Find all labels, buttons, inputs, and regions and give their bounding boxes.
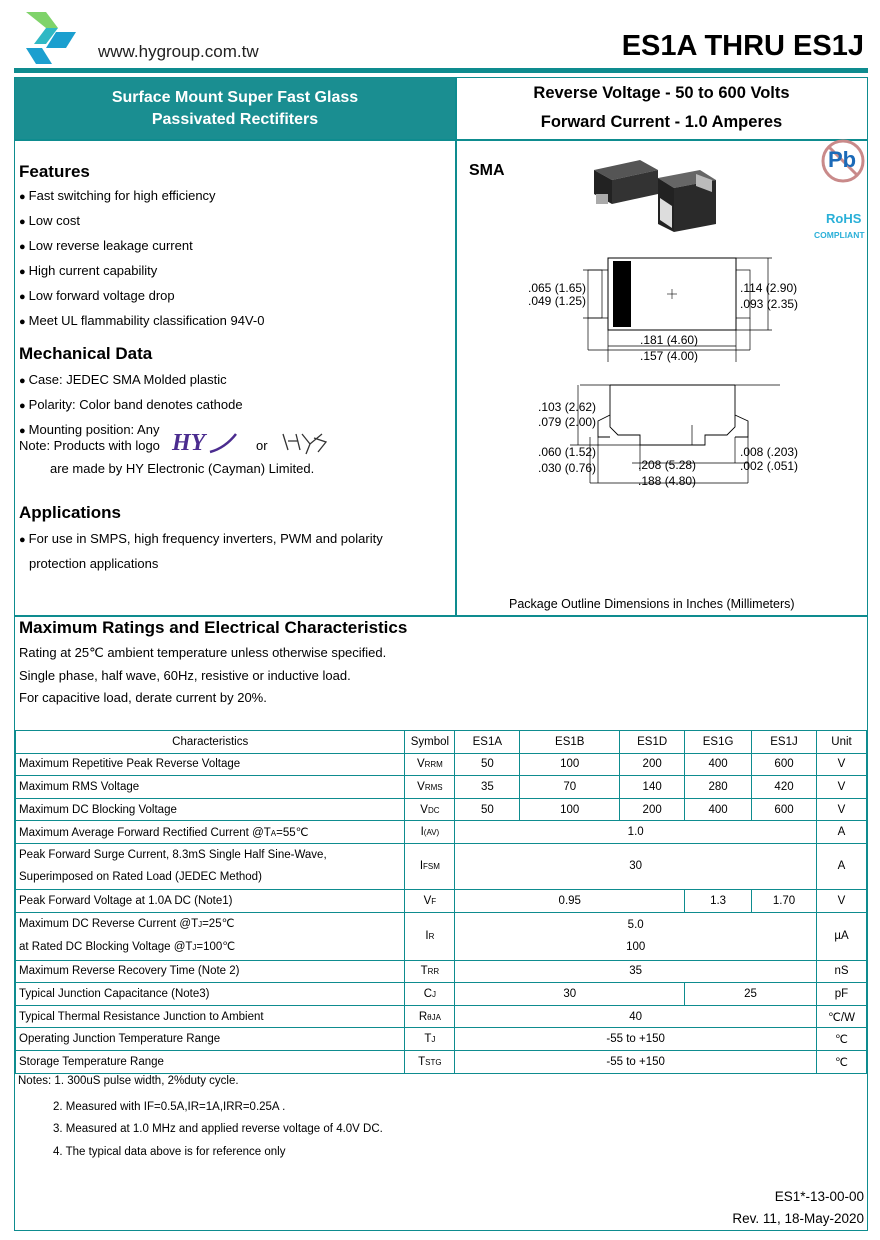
company-url: www.hygroup.com.tw <box>98 42 259 61</box>
pb-free-badge <box>820 138 866 184</box>
header-es1a: ES1A <box>455 731 520 754</box>
header-symbol: Symbol <box>405 731 455 754</box>
row-unit: A <box>816 821 866 844</box>
dim-lead-length-max: .060 (1.52) <box>538 445 597 459</box>
applications-title: Applications <box>19 503 122 522</box>
note-4: 4. The typical data above is for reference only <box>53 1146 286 1158</box>
row-unit: pF <box>816 983 866 1006</box>
table-row <box>16 912 867 960</box>
list-item: ● Low forward voltage drop <box>19 288 175 303</box>
list-item: ● For use in SMPS, high frequency inverters, PWM and polarity <box>19 531 383 546</box>
table-row <box>16 983 867 1006</box>
dim-lead-height-min: .049 (1.25) <box>528 294 587 308</box>
row-value: 70 <box>520 776 620 799</box>
dim-body-width-min: .093 (2.35) <box>740 297 799 311</box>
note-prefix: Note: Products with logo <box>19 438 160 453</box>
dim-body-length-min: .157 (4.00) <box>640 349 699 363</box>
row-value: 400 <box>685 753 752 776</box>
banner-line-2: Passivated Rectifiters <box>151 111 319 128</box>
section-divider <box>15 615 867 617</box>
note-suffix: are made by HY Electronic (Cayman) Limited. <box>50 461 315 476</box>
row-symbol: IR <box>405 912 455 960</box>
package-name: SMA <box>469 162 505 179</box>
row-value: 50 <box>455 753 520 776</box>
header-es1j: ES1J <box>752 731 817 754</box>
row-label: Typical Thermal Resistance Junction to Ambient <box>16 1005 405 1028</box>
ratings-title: Maximum Ratings and Electrical Characteristics <box>19 618 408 637</box>
row-symbol: RθJA <box>405 1005 455 1028</box>
row-unit: V <box>816 798 866 821</box>
row-unit: ℃ <box>816 1028 866 1051</box>
row-unit: V <box>816 889 866 912</box>
note-3: 3. Measured at 1.0 MHz and applied reverse voltage of 4.0V DC. <box>53 1123 383 1135</box>
pb-text: Pb <box>828 147 857 172</box>
header-unit: Unit <box>816 731 866 754</box>
row-value: 420 <box>752 776 817 799</box>
list-item-continuation: protection applications <box>29 556 159 571</box>
row-unit: nS <box>816 960 866 983</box>
row-label: Maximum Repetitive Peak Reverse Voltage <box>16 753 405 776</box>
row-value: 600 <box>752 753 817 776</box>
list-item: ● Fast switching for high efficiency <box>19 188 216 203</box>
dim-standoff-max: .008 (.203) <box>740 445 799 459</box>
dim-lead-length-min: .030 (0.76) <box>538 461 597 475</box>
table-row <box>16 889 867 912</box>
dim-standoff-min: .002 (.051) <box>740 459 799 473</box>
banner-divider <box>15 139 867 141</box>
row-symbol: IFSM <box>405 843 455 889</box>
list-item: ● Polarity: Color band denotes cathode <box>19 397 243 412</box>
column-divider <box>455 78 457 615</box>
table-row <box>16 960 867 983</box>
list-item: ● Low cost <box>19 213 80 228</box>
package-caption: Package Outline Dimensions in Inches (Millimeters) <box>509 597 795 611</box>
rohs-compliant: COMPLIANT <box>814 230 865 240</box>
row-unit: V <box>816 753 866 776</box>
row-value: 600 <box>752 798 817 821</box>
row-symbol: TSTG <box>405 1050 455 1073</box>
row-value: 0.95 <box>455 889 685 912</box>
row-value: 30 <box>455 843 817 889</box>
note-2: 2. Measured with IF=0.5A,IR=1A,IRR=0.25A . <box>53 1101 286 1113</box>
features-list <box>19 184 264 334</box>
svg-text:HY: HY <box>172 430 206 454</box>
note-or: or <box>256 438 268 453</box>
banner-line-1: Surface Mount Super Fast Glass <box>111 89 359 106</box>
row-label: Maximum DC Reverse Current @TJ=25℃ at Rated DC Blocking Voltage @TJ=100℃ <box>16 912 405 960</box>
dim-lead-height-max: .065 (1.65) <box>528 281 587 295</box>
dim-height-max: .103 (2.62) <box>538 400 597 414</box>
list-item: ● High current capability <box>19 263 158 278</box>
row-label: Maximum Average Forward Rectified Current @TA=55℃ <box>16 821 405 844</box>
dim-height-min: .079 (2.00) <box>538 415 597 429</box>
list-item: ● Meet UL flammability classification 94V-0 <box>19 313 265 328</box>
row-value: -55 to +150 <box>455 1050 817 1073</box>
table-row <box>16 843 867 889</box>
row-label: Peak Forward Voltage at 1.0A DC (Note1) <box>16 889 405 912</box>
row-unit: V <box>816 776 866 799</box>
row-symbol: I(AV) <box>405 821 455 844</box>
reverse-voltage: Reverse Voltage - 50 to 600 Volts <box>533 84 790 102</box>
row-label: Storage Temperature Range <box>16 1050 405 1073</box>
dim-overall-length-max: .208 (5.28) <box>638 458 697 472</box>
header-rule <box>14 68 868 73</box>
table-row <box>16 1050 867 1073</box>
header-characteristics: Characteristics <box>16 731 405 754</box>
hy-logo-bold <box>170 430 240 454</box>
row-value: 100 <box>520 798 620 821</box>
characteristics-table <box>15 730 867 1074</box>
condition-line: Single phase, half wave, 60Hz, resistive or inductive load. <box>19 667 351 683</box>
logo-note <box>19 438 160 453</box>
row-symbol: VRRM <box>405 753 455 776</box>
row-value: -55 to +150 <box>455 1028 817 1051</box>
row-label: Maximum RMS Voltage <box>16 776 405 799</box>
dim-overall-length-min: .188 (4.80) <box>638 474 697 488</box>
row-label: Peak Forward Surge Current, 8.3mS Single Half Sine-Wave, Superimposed on Rated Load (JEDEC Method) <box>16 843 405 889</box>
row-value: 35 <box>455 960 817 983</box>
condition-line: For capacitive load, derate current by 20%. <box>19 690 267 705</box>
header-es1d: ES1D <box>620 731 685 754</box>
list-item: ● Low reverse leakage current <box>19 238 193 253</box>
row-value: 280 <box>685 776 752 799</box>
document-number: ES1*-13-00-00 <box>774 1189 864 1204</box>
table-row <box>16 776 867 799</box>
forward-current: Forward Current - 1.0 Amperes <box>540 113 783 131</box>
row-unit: µA <box>816 912 866 960</box>
row-value: 400 <box>685 798 752 821</box>
row-value: 25 <box>685 983 817 1006</box>
table-header-row <box>16 731 867 754</box>
row-label: Maximum DC Blocking Voltage <box>16 798 405 821</box>
ratings-banner <box>456 78 867 139</box>
row-unit: A <box>816 843 866 889</box>
row-value: 50 <box>455 798 520 821</box>
row-value: 1.3 <box>685 889 752 912</box>
list-item: ● Mounting position: Any <box>19 422 160 437</box>
table-row <box>16 821 867 844</box>
row-value: 200 <box>620 798 685 821</box>
sma-package-photo <box>588 148 718 240</box>
company-logo <box>22 10 82 66</box>
row-label: Operating Junction Temperature Range <box>16 1028 405 1051</box>
row-value: 200 <box>620 753 685 776</box>
row-value: 1.70 <box>752 889 817 912</box>
table-row <box>16 1028 867 1051</box>
table-row <box>16 1005 867 1028</box>
header-es1g: ES1G <box>685 731 752 754</box>
note-1: Notes: 1. 300uS pulse width, 2%duty cycle. <box>18 1075 239 1087</box>
revision-date: Rev. 11, 18-May-2020 <box>732 1211 864 1226</box>
product-banner <box>15 78 455 139</box>
row-label: Maximum Reverse Recovery Time (Note 2) <box>16 960 405 983</box>
dim-body-width-max: .114 (2.90) <box>740 281 798 295</box>
applications-list <box>19 527 383 575</box>
row-symbol: VF <box>405 889 455 912</box>
table-row <box>16 798 867 821</box>
row-value: 35 <box>455 776 520 799</box>
row-symbol: CJ <box>405 983 455 1006</box>
list-item: ● Case: JEDEC SMA Molded plastic <box>19 372 227 387</box>
row-symbol: VDC <box>405 798 455 821</box>
header-es1b: ES1B <box>520 731 620 754</box>
row-unit: ℃/W <box>816 1005 866 1028</box>
row-value: 40 <box>455 1005 817 1028</box>
row-value: 5.0 100 <box>455 912 817 960</box>
row-label: Typical Junction Capacitance (Note3) <box>16 983 405 1006</box>
ratings-conditions <box>19 642 386 710</box>
row-value: 100 <box>520 753 620 776</box>
row-symbol: VRMS <box>405 776 455 799</box>
dim-body-length-max: .181 (4.60) <box>640 333 699 347</box>
mechanical-title: Mechanical Data <box>19 344 153 363</box>
features-title: Features <box>19 162 90 181</box>
part-number-title: ES1A THRU ES1J <box>621 30 864 62</box>
hy-logo-outline <box>280 430 330 456</box>
condition-line: Rating at 25℃ ambient temperature unless otherwise specified. <box>19 645 387 660</box>
table-row <box>16 753 867 776</box>
row-symbol: TRR <box>405 960 455 983</box>
row-value: 30 <box>455 983 685 1006</box>
row-value: 1.0 <box>455 821 817 844</box>
row-value: 140 <box>620 776 685 799</box>
row-symbol: TJ <box>405 1028 455 1051</box>
rohs-label: RoHS <box>826 211 862 226</box>
row-unit: ℃ <box>816 1050 866 1073</box>
